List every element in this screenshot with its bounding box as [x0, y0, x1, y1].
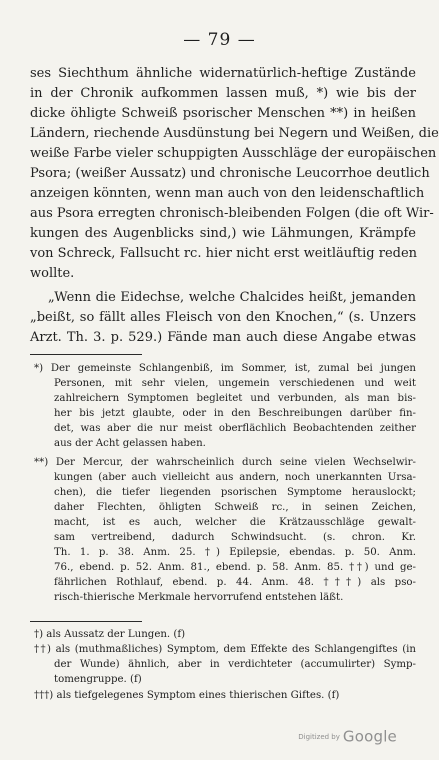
footnote-line: daher Flechten, öhligten Schweiß rc., in seinen Zeichen,	[54, 502, 416, 513]
text-line: von Schreck, Fallsucht rc. hier nicht erst weitläuftig reden	[30, 246, 418, 261]
footnote-line: **) Der Mercur, der wahrscheinlich durch seine vielen Wechselwir-	[34, 457, 416, 468]
text-line: dicke öhligte Schweiß psorischer Menschen **) in heißen	[30, 106, 416, 121]
footnote-line: Th. 1. p. 38. Anm. 25. †) Epilepsie, ebendas. p. 50. Anm.	[54, 547, 416, 558]
text-line: aus Psora erregten chronisch-bleibenden Folgen (die oft Wir-	[30, 206, 434, 221]
footnote-line: fährlichen Rothlauf, ebend. p. 44. Anm. 48. †††) als pso-	[54, 577, 416, 588]
digitization-watermark	[298, 726, 397, 746]
footnote-divider	[30, 354, 142, 355]
text-line: ses Siechthum ähnliche widernatürlich-heftige Zustände	[30, 66, 416, 81]
text-line: kungen des Augenblicks sind,) wie Lähmungen, Krämpfe	[30, 226, 416, 241]
footnote-line: 76., ebend. p. 52. Anm. 81., ebend. p. 58. Anm. 85. ††) und ge-	[54, 562, 416, 573]
footnote-line: zahlreichern Symptomen begleitet und verbunden, als man bis-	[54, 393, 416, 404]
text-line: Ländern, riechende Ausdünstung bei Negern und Weißen, die	[30, 126, 439, 141]
footnote-line: chen), die tiefer liegenden psorischen Symptome herauslockt;	[54, 487, 416, 498]
text-line: „Wenn die Eidechse, welche Chalcides heißt, jemanden	[48, 290, 416, 305]
footnote-line: macht, ist es auch, welcher die Krätzausschläge gewalt-	[54, 517, 416, 528]
subnote-line: der Wunde) ähnlich, aber in verdichteter (accumulirter) Symp-	[54, 659, 416, 670]
text-line: wollte.	[30, 266, 75, 281]
google-logo: Google	[342, 727, 397, 746]
footnote-line: risch-thierische Merkmale hervorrufend entstehen läßt.	[54, 592, 344, 603]
subnote-line: ††) als (muthmaßliches) Symptom, dem Effekte des Schlangengiftes (in	[34, 644, 416, 655]
footnote-line: aus der Acht gelassen haben.	[54, 438, 206, 449]
footnote-line: Personen, mit sehr vielen, ungemein verschiedenen und weit	[54, 378, 416, 389]
footnote-line: sam vertreibend, dadurch Schwindsucht. (s. chron. Kr.	[54, 532, 416, 543]
text-line: weiße Farbe vieler schuppigten Ausschläge der europäischen	[30, 146, 437, 161]
footnote-line: her bis jetzt glaubte, oder in den Beschreibungen darüber fin-	[54, 408, 416, 419]
text-line: „beißt, so fällt alles Fleisch von den Knochen,“ (s. Unzers	[30, 310, 416, 325]
text-line: in der Chronik aufkommen lassen muß, *) wie bis der	[30, 86, 416, 101]
page-number: — 79 —	[183, 30, 256, 50]
footnote-line: det, was aber die nur meist oberflächlich Beobachtenden zeither	[54, 423, 416, 434]
text-line: anzeigen könnten, wenn man auch von den leidenschaftlich	[30, 186, 425, 201]
subnote-line: tomengruppe. (f)	[54, 674, 142, 685]
subnote-divider	[30, 621, 142, 622]
text-line: Psora; (weißer Aussatz) und chronische Leucorrhoe deutlich	[30, 166, 430, 181]
subnote-line: †††) als tiefgelegenes Symptom eines thierischen Giftes. (f)	[34, 690, 340, 701]
text-line: Arzt. Th. 3. p. 529.) Fände man auch diese Angabe etwas	[30, 330, 416, 345]
watermark-prefix: Digitized by	[298, 732, 340, 741]
footnote-line: *) Der gemeinste Schlangenbiß, im Sommer, ist, zumal bei jungen	[34, 363, 416, 374]
footnote-line: kungen (aber auch vielleicht aus andern, noch unerkannten Ursa-	[54, 472, 416, 483]
subnote-line: †) als Aussatz der Lungen. (f)	[34, 629, 186, 640]
